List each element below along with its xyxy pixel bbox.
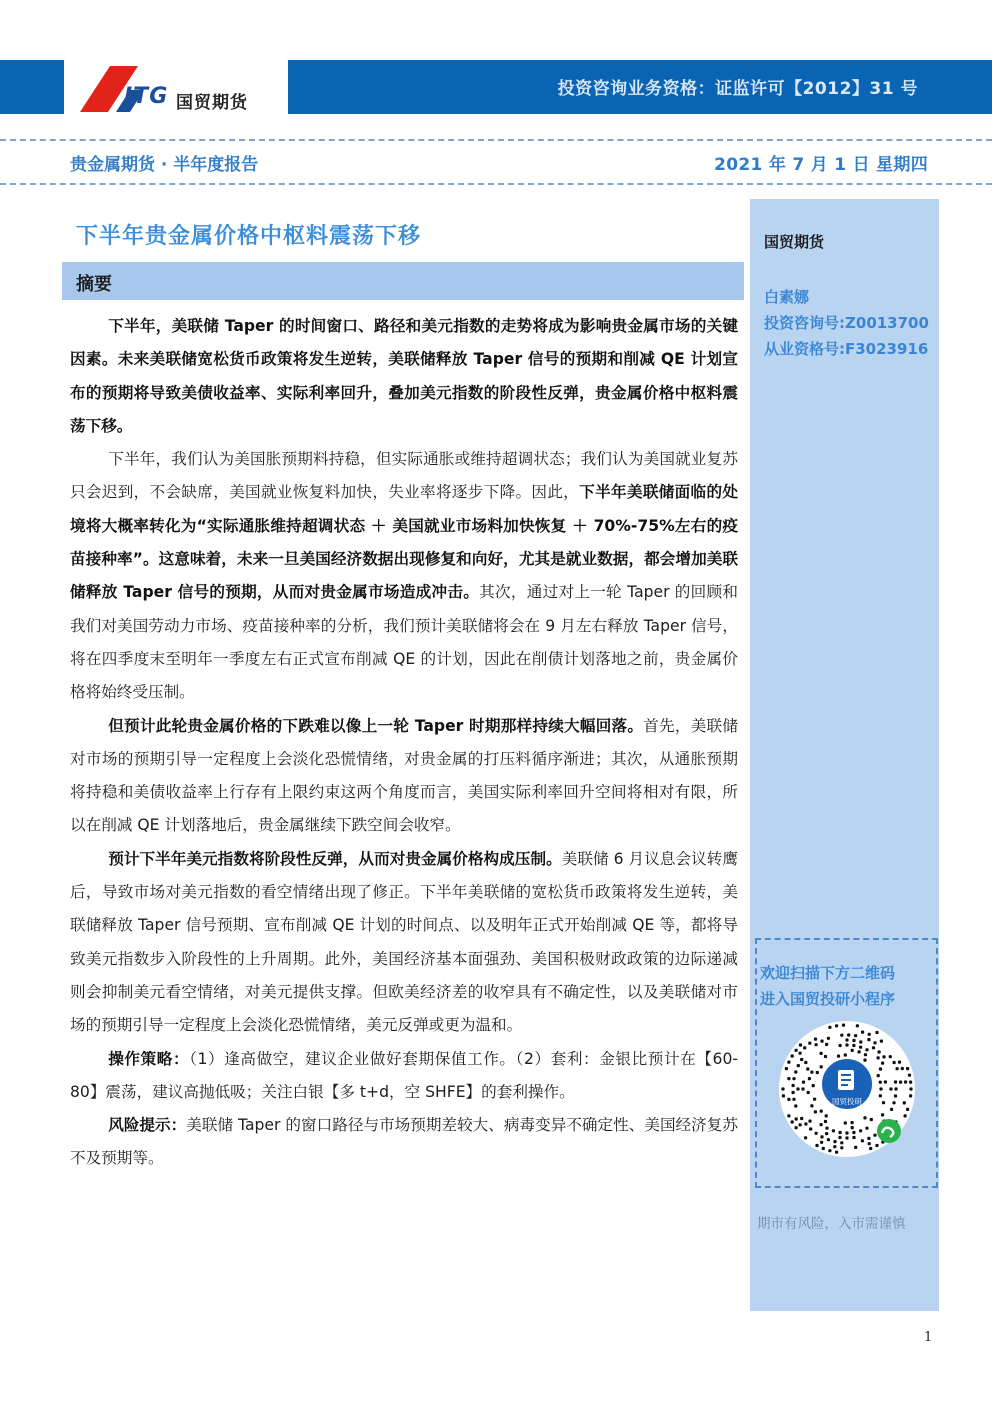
license-text: 投资咨询业务资格：证监许可【2012】31 号 (557, 79, 918, 99)
text-run: 美联储 Taper 的窗口路径与市场预期差较大、病毒变异不确定性、美国经济复苏不及预期等。 (70, 1116, 738, 1168)
analyst-info (764, 284, 929, 362)
text-run: 首先，美联储对市场的预期引导一定程度上会淡化恐慌情绪，对贵金属的打压料循序渐进；其次，从通胀预期将持稳和美债收益率上行存有上限约束这两个角度而言，美国实际利率回升空间将相对有限，所以在削减 QE 计划落地后，贵金属继续下跌空间会收窄。 (70, 716, 738, 835)
abstract-body (70, 310, 738, 1176)
text-run: 美联储 6 月议息会议转鹰后，导致市场对美元指数的看空情绪出现了修正。下半年美联储的宽松货币政策将发生逆转，美联储释放 Taper 信号预期、宣布削减 QE 计划的时间点、以及明年正式开始削减 QE 等，都将导致美元指数步入阶段性的上升周期。此外，美国经济基本面强劲、美国积极财政政策的边际递减则会抑制美元看空情绪，对美元提供支撑。但欧美经济差的收窄具有不确定性，以及美联储对市场的预期引导一定程度上会淡化恐慌情绪，美元反弹或更为温和。 (70, 849, 738, 1035)
abstract-paragraph (70, 443, 738, 709)
bold-text-run: 风险提示： (108, 1116, 187, 1135)
report-type: 贵金属期货 · 半年度报告 (70, 155, 259, 175)
analyst-name: 白素娜 (764, 288, 810, 306)
abstract-paragraph (70, 1109, 738, 1176)
bold-text-run: 操作策略： (108, 1049, 190, 1068)
text-run: 其次，通过对上一轮 Taper 的回顾和我们对美国劳动力市场、疫苗接种率的分析，我们预计美联储将会在 9 月左右释放 Taper 信号，将在四季度末至明年一季度左右正式宣布削减 QE 的计划，因此在削债计划落地之前，贵金属价格将始终受压制。 (70, 583, 738, 702)
logo-company-name: 国贸期货 (176, 93, 248, 113)
text-run: （1）逢高做空，建议企业做好套期保值工作。（2）套利：金银比预计在【60-80】震荡，建议高抛低吸；关注白银【多 t+d，空 SHFE】的套利操作。 (70, 1049, 738, 1101)
advisory-number: 投资咨询号:Z0013700 (764, 314, 929, 332)
mini-program-qr-code-icon[interactable] (778, 1020, 916, 1158)
bold-text-run: 但预计此轮贵金属价格的下跌难以像上一轮 Taper 时期那样持续大幅回落。 (108, 716, 644, 735)
bold-text-run: 预计下半年美元指数将阶段性反弹，从而对贵金属价格构成压制。 (108, 849, 562, 868)
report-title: 下半年贵金属价格中枢料震荡下移 (76, 224, 422, 249)
abstract-paragraph (70, 843, 738, 1043)
qr-prompt-line-2: 进入国贸投研小程序 (760, 990, 896, 1008)
section-header-bar (62, 262, 744, 300)
qr-center-label: 国贸投研 (832, 1097, 862, 1106)
bold-text-run: 下半年，美联储 Taper 的时间窗口、路径和美元指数的走势将成为影响贵金属市场的关键因素。未来美联储宽松货币政策将发生逆转，美联储释放 Taper 信号的预期和削减 QE 计划宣布的预期将导致美债收益率、实际利率回升，叠加美元指数的阶段性反弹，贵金属价格中枢料震荡下移。 (70, 317, 738, 435)
page-number: 1 (924, 1330, 933, 1345)
qr-prompt-line-1: 欢迎扫描下方二维码 (760, 964, 896, 982)
section-title: 摘要 (76, 274, 112, 295)
text-run: 下半年，我们认为美国胀预期料持稳，但实际通胀或维持超调状态；我们认为美国就业复苏只会迟到，不会缺席，美国就业恢复料加快，失业率将逐步下降。因此， (70, 450, 738, 502)
divider-bottom (0, 183, 992, 185)
abstract-paragraph (70, 710, 738, 843)
abstract-paragraph (70, 1043, 738, 1110)
sidebar-company: 国贸期货 (764, 233, 825, 251)
logo-itg-text: ITG (124, 84, 169, 109)
practice-number: 从业资格号:F3023916 (764, 340, 929, 358)
risk-disclaimer: 期市有风险，入市需谨慎 (757, 1216, 906, 1232)
abstract-paragraph (70, 310, 738, 443)
qr-prompt (760, 960, 895, 1012)
bold-text-run: 下半年美联储面临的处境将大概率转化为“实际通胀维持超调状态 ＋ 美国就业市场料加快恢复 ＋ 70%-75%左右的疫苗接种率”。这意味着，未来一旦美国经济数据出现修复和向好，尤其是就业数据，都会增加美联储释放 Taper 信号的预期，从而对贵金属市场造成冲击。 (70, 483, 738, 602)
divider-top (0, 139, 992, 141)
report-date: 2021 年 7 月 1 日 星期四 (714, 155, 928, 175)
